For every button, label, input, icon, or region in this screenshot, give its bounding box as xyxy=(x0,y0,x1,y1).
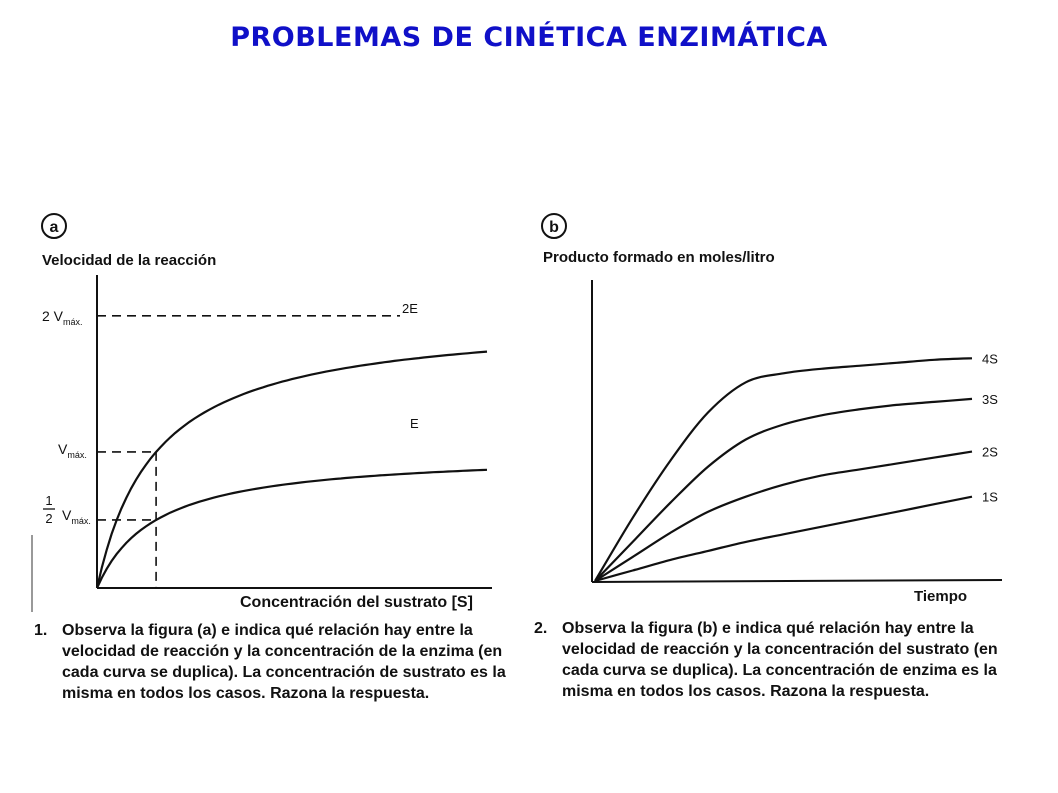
series-3S-label: 3S xyxy=(982,391,998,407)
series-2S-label: 2S xyxy=(982,444,998,460)
panel-a-letter: a xyxy=(49,219,59,236)
page-title: PROBLEMAS DE CINÉTICA ENZIMÁTICA xyxy=(230,22,828,53)
problem-1-text: Observa la figura (a) e indica qué relación hay entre la velocidad de reacción y la concentración de la enzima (en cada curva se duplica). La concentración de sustrato es la misma en todos los casos. Razona la respuesta. xyxy=(62,622,506,702)
problem-2-number: 2. xyxy=(534,620,548,637)
chart-a-xlabel: Concentración del sustrato [S] xyxy=(240,594,473,611)
chart-b-x-axis xyxy=(592,580,1002,582)
chart-b-xlabel: Tiempo xyxy=(914,588,968,605)
chart-a xyxy=(42,214,492,611)
series-2S-line xyxy=(595,452,972,581)
problem-2 xyxy=(534,618,1018,702)
ytick-half-denominator: 2 xyxy=(45,511,53,526)
series-4S-label: 4S xyxy=(982,351,998,367)
series-E-label: E xyxy=(410,416,419,431)
series-1S-label: 1S xyxy=(982,489,998,505)
ytick-vmax-label: $V_{máx.}$ xyxy=(58,440,87,460)
ytick-half-vmax-label xyxy=(43,493,91,526)
problem-1 xyxy=(34,620,517,704)
series-4S-line xyxy=(595,358,972,581)
problem-1-number: 1. xyxy=(34,622,48,639)
series-2E-label: 2E xyxy=(402,301,418,316)
ytick-half-vmax-text: $V_{máx.}$ xyxy=(62,507,91,526)
ytick-2vmax-label: 2 $V_{máx.}$ xyxy=(42,307,83,327)
ytick-half-numerator: 1 xyxy=(45,493,53,508)
problem-2-text: Observa la figura (b) e indica qué relación hay entre la velocidad de reacción y la concentración del sustrato (en cada curva se duplica). La concentración de enzima es la misma en todos los casos. Razona la respuesta. xyxy=(562,620,998,700)
panel-b-letter: b xyxy=(549,219,559,236)
chart-b-series xyxy=(595,351,998,581)
chart-b xyxy=(542,214,1002,605)
chart-b-ylabel: Producto formado en moles/litro xyxy=(543,249,775,266)
chart-a-ylabel: Velocidad de la reacción xyxy=(42,252,217,269)
series-1S-line xyxy=(595,497,972,581)
